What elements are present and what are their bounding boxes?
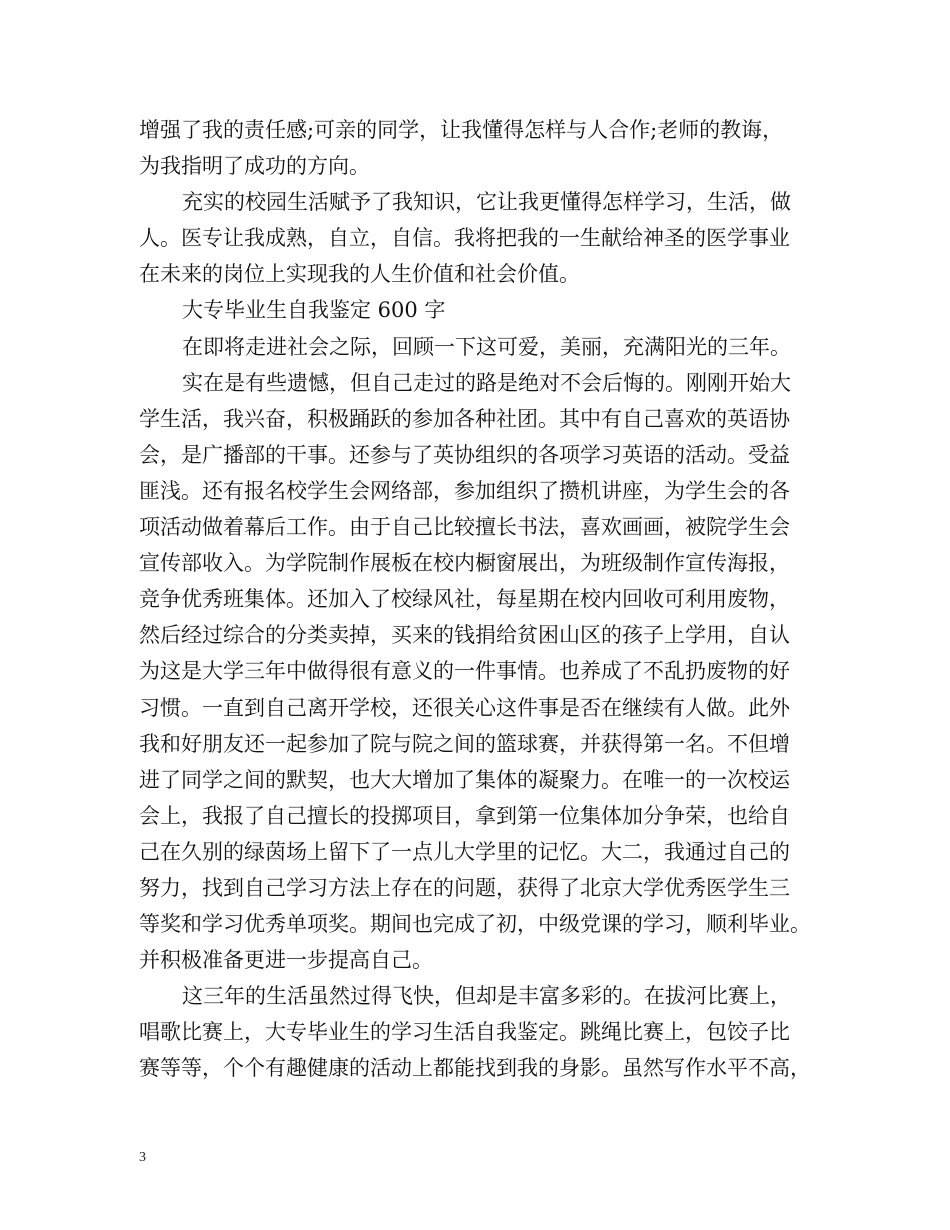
text-line: 在未来的岗位上实现我的人生价值和社会价值。 — [139, 262, 580, 287]
text-line: 在即将走进社会之际，回顾一下这可爱，美丽，充满阳光的三年。 — [182, 334, 791, 359]
text-line: 宣传部收入。为学院制作展板在校内橱窗展出，为班级制作宣传海报， — [139, 551, 790, 576]
text-line: 己在久别的绿茵场上留下了一点儿大学里的记忆。大二，我通过自己的 — [139, 839, 790, 864]
text-line: 赛等等，个个有趣健康的活动上都能找到我的身影。虽然写作水平不高， — [139, 1056, 811, 1081]
text-line: 会，是广播部的干事。还参与了英协组织的各项学习英语的活动。受益 — [139, 442, 790, 467]
text-line: 项活动做着幕后工作。由于自己比较擅长书法，喜欢画画，被院学生会 — [139, 515, 790, 540]
text-line: 增强了我的责任感;可亲的同学，让我懂得怎样与人合作;老师的教诲， — [139, 118, 784, 142]
text-line: 充实的校园生活赋予了我知识，它让我更懂得怎样学习，生活，做 — [182, 190, 791, 215]
text-line: 人。医专让我成熟，自立，自信。我将把我的一生献给神圣的医学事业 — [139, 226, 790, 251]
text-line: 匪浅。还有报名校学生会网络部，参加组织了攒机讲座，为学生会的各 — [139, 478, 790, 503]
page-number: 3 — [139, 1150, 146, 1165]
text-line: 大专毕业生自我鉴定 600 字 — [182, 298, 446, 323]
text-line: 为这是大学三年中做得很有意义的一件事情。也养成了不乱扔废物的好 — [139, 659, 790, 684]
text-line: 学生活，我兴奋，积极踊跃的参加各种社团。其中有自己喜欢的英语协 — [139, 406, 790, 431]
text-line: 并积极准备更进一步提高自己。 — [139, 948, 433, 973]
text-line: 竞争优秀班集体。还加入了校绿风社，每星期在校内回收可利用废物， — [139, 587, 790, 612]
text-line: 唱歌比赛上，大专毕业生的学习生活自我鉴定。跳绳比赛上，包饺子比 — [139, 1020, 790, 1045]
text-line: 努力，找到自己学习方法上存在的问题，获得了北京大学优秀医学生三 — [139, 875, 790, 900]
document-body — [139, 112, 829, 1087]
text-line: 为我指明了成功的方向。 — [139, 154, 370, 179]
text-line: 然后经过综合的分类卖掉，买来的钱捐给贫困山区的孩子上学用，自认 — [139, 623, 790, 648]
text-line: 进了同学之间的默契，也大大增加了集体的凝聚力。在唯一的一次校运 — [139, 767, 790, 792]
text-line: 习惯。一直到自己离开学校，还很关心这件事是否在继续有人做。此外 — [139, 695, 790, 720]
text-line: 实在是有些遗憾，但自己走过的路是绝对不会后悔的。刚刚开始大 — [182, 370, 791, 395]
text-line: 这三年的生活虽然过得飞快，但却是丰富多彩的。在拔河比赛上， — [182, 984, 791, 1009]
text-line: 会上，我报了自己擅长的投掷项目，拿到第一位集体加分争荣，也给自 — [139, 803, 790, 828]
text-line: 等奖和学习优秀单项奖。期间也完成了初，中级党课的学习，顺利毕业。 — [139, 912, 811, 937]
text-line: 我和好朋友还一起参加了院与院之间的篮球赛，并获得第一名。不但增 — [139, 731, 790, 756]
